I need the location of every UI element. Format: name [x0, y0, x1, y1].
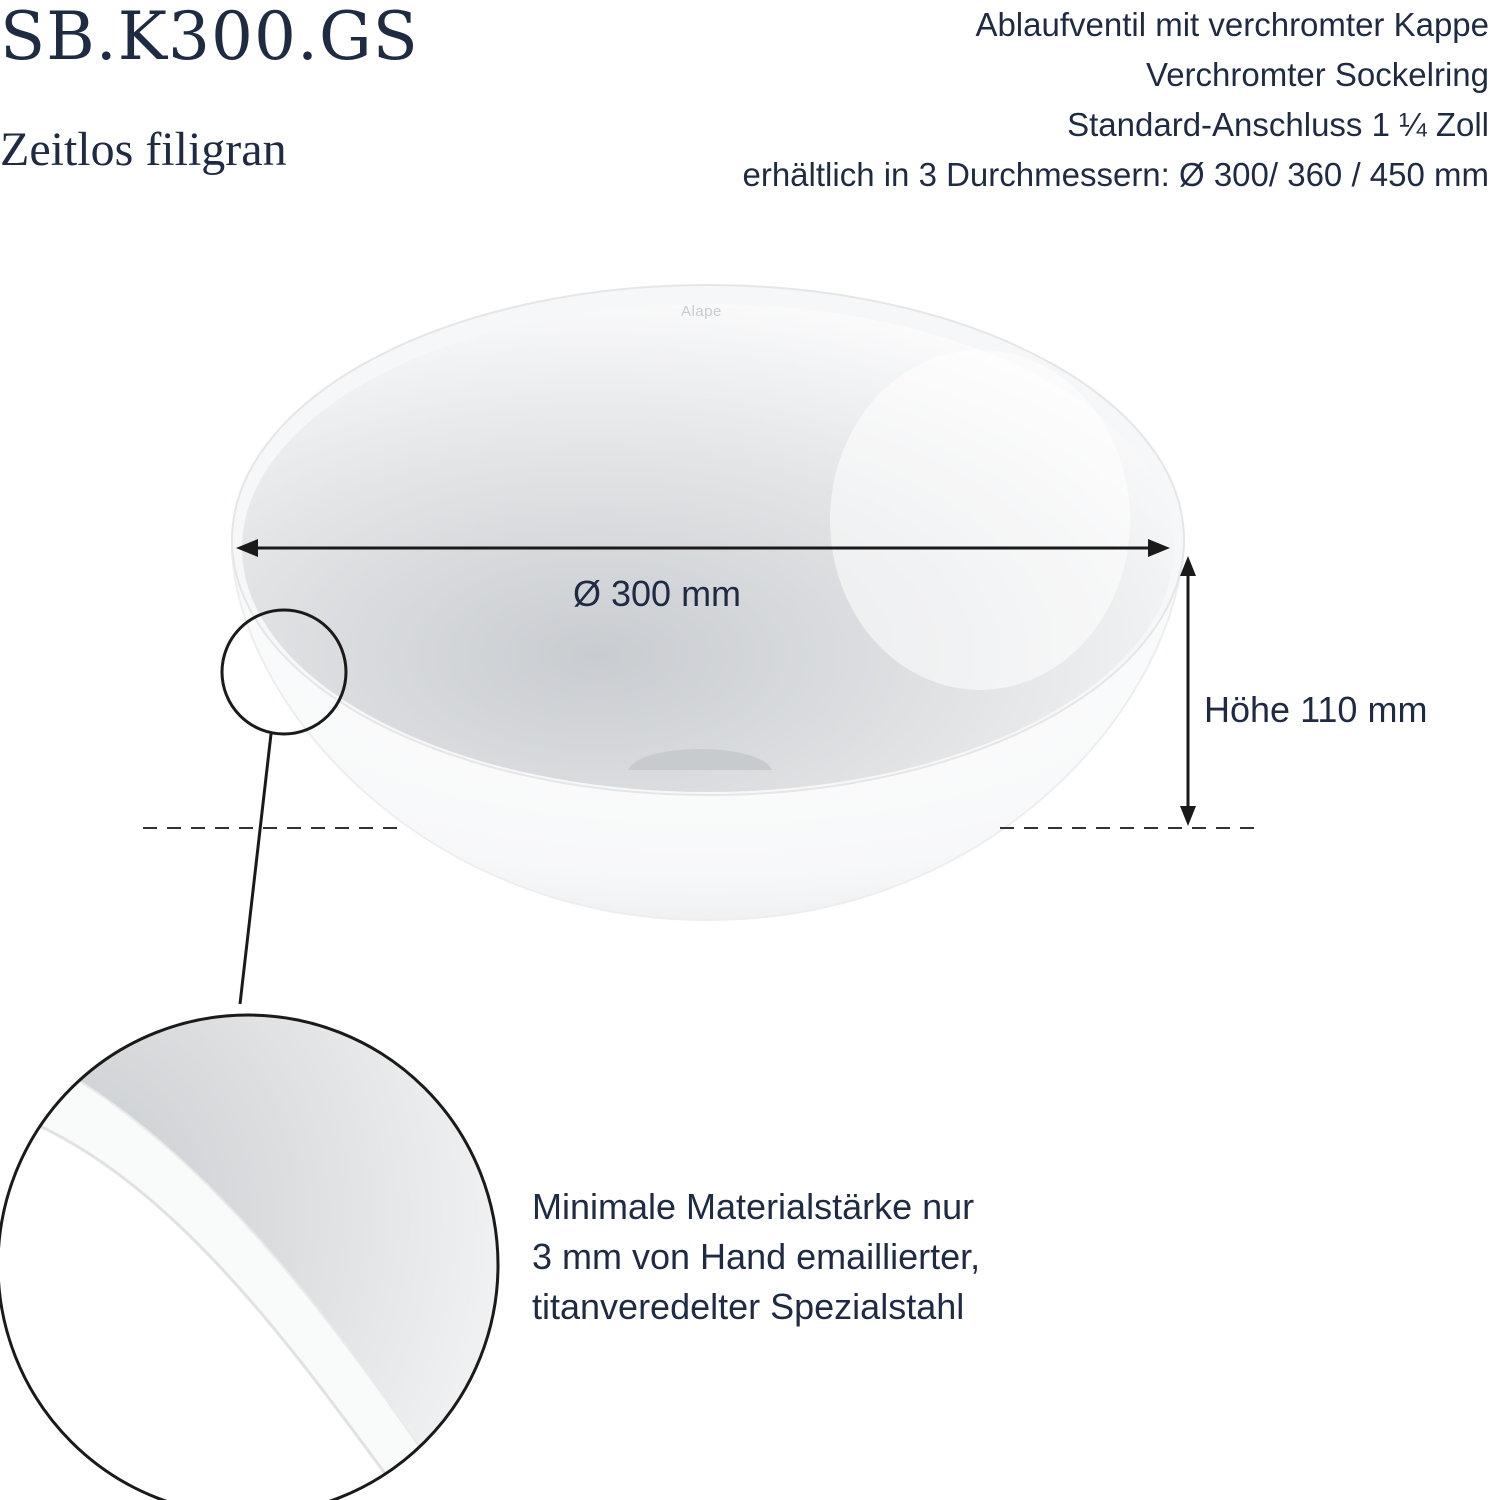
callout-leader-line — [240, 734, 271, 1004]
product-model-title: SB.K300.GS — [0, 0, 419, 75]
height-label: Höhe 110 mm — [1204, 689, 1428, 730]
height-arrow — [1180, 556, 1196, 826]
material-note — [532, 1182, 980, 1332]
feature-item: Verchromter Sockelring — [1146, 56, 1489, 93]
feature-item: Standard-Anschluss 1 ¼ Zoll — [1067, 106, 1489, 143]
diameter-label: Ø 300 mm — [573, 573, 742, 614]
brand-logo-mark: Alape — [681, 303, 722, 320]
product-tagline: Zeitlos filigran — [0, 123, 287, 176]
material-note-line: 3 mm von Hand emaillierter, — [532, 1236, 981, 1277]
feature-item: Ablaufventil mit verchromter Kappe — [975, 6, 1489, 43]
material-note-line: Minimale Materialstärke nur — [532, 1186, 975, 1227]
material-note-line: titanveredelter Spezialstahl — [532, 1286, 965, 1327]
feature-item: erhältlich in 3 Durchmessern: Ø 300/ 360 / 450 mm — [742, 156, 1489, 193]
